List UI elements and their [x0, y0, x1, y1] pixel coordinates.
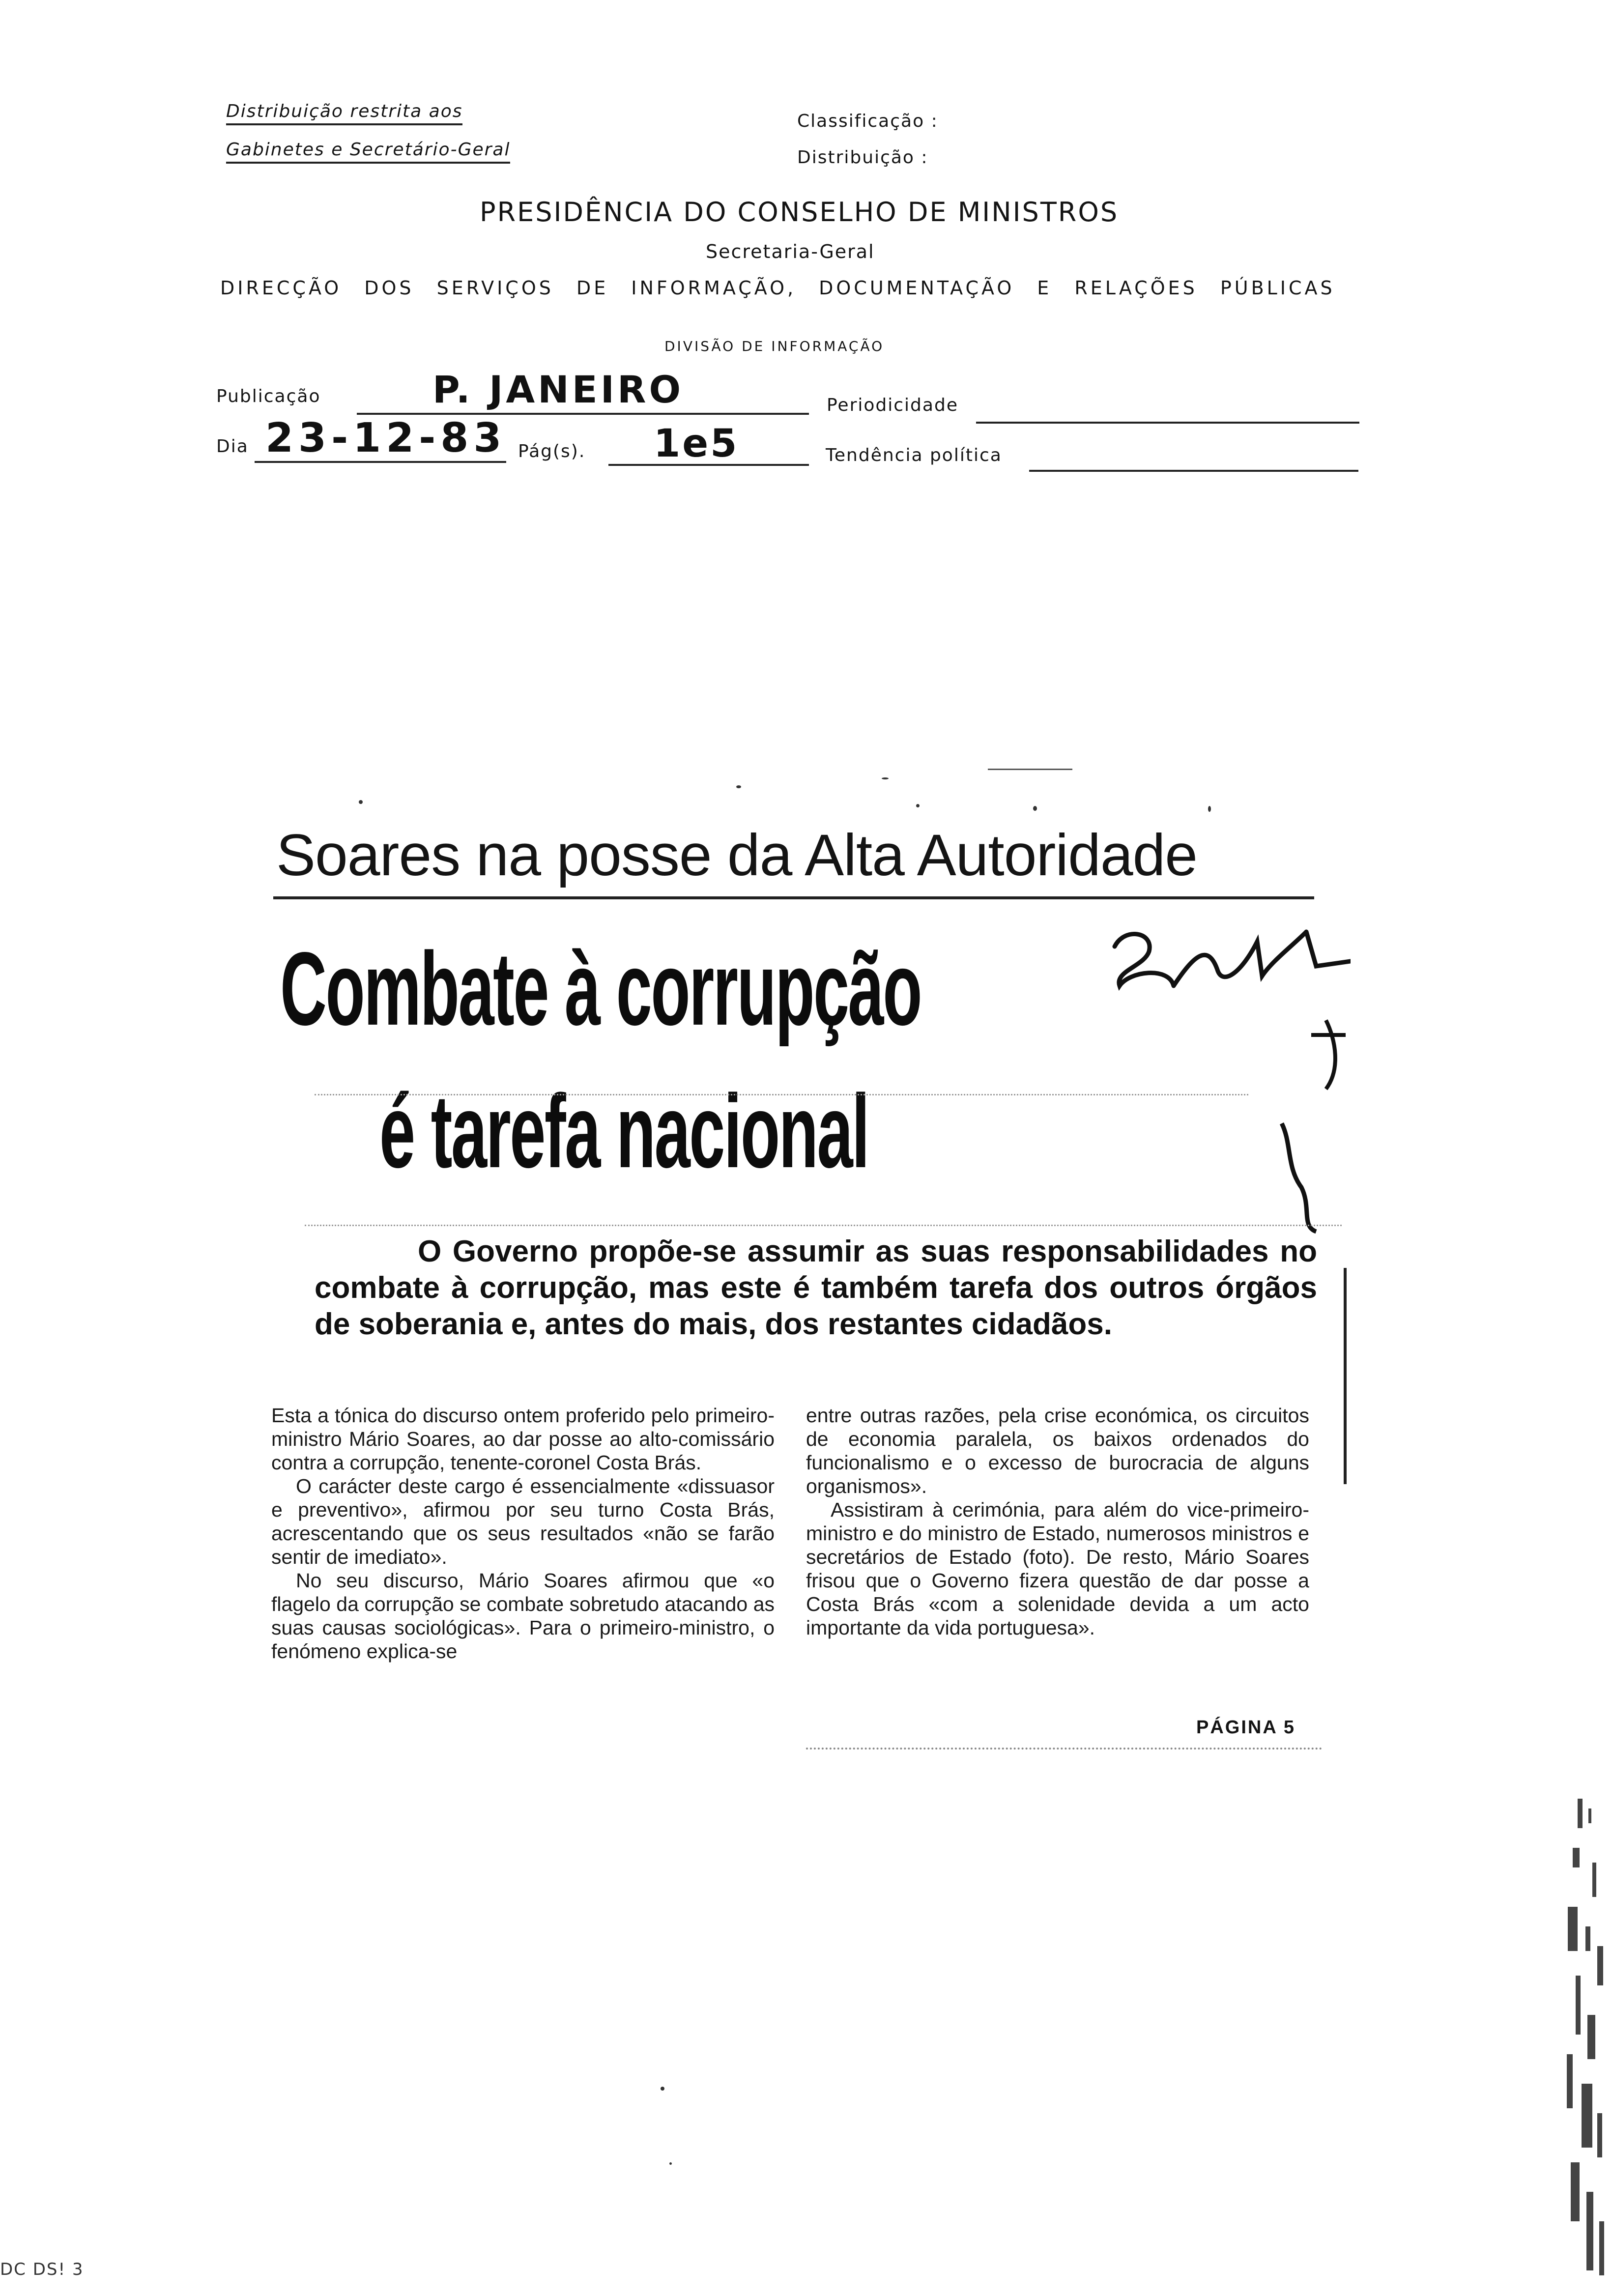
col1-paragraph: Esta a tónica do discurso ontem proferido pelo primeiro-ministro Mário Soares, ao dar posse ao alto-comissário contra a corrupção, tenente-coronel Costa Brás. [271, 1404, 775, 1474]
scan-speck [1033, 806, 1037, 811]
headline-line-1: Combate à corrupção [280, 930, 921, 1047]
footer-code: DC DS! 3 [0, 2260, 84, 2279]
scan-edge-noise [1558, 1789, 1609, 2285]
handwritten-annotation [1095, 912, 1351, 1236]
scan-speck [669, 2162, 672, 2165]
direccao-line: DIRECÇÃO DOS SERVIÇOS DE INFORMAÇÃO, DOCUMENTAÇÃO E RELAÇÕES PÚBLICAS [220, 277, 1335, 299]
col1-paragraph: No seu discurso, Mário Soares afirmou que «o flagelo da corrupção se combate sobretudo atacando as suas causas sociológicas». Para o primeiro-ministro, o fenómeno explica-se [271, 1569, 775, 1663]
distribution-line-2: Gabinetes e Secretário-Geral [226, 140, 510, 164]
col1-paragraph: O carácter deste cargo é essencialmente «dissuasor e preventivo», afirmou por seu turno Costa Brás, acrescentando que os seus resultados «não se farão sentir de imediato». [271, 1475, 775, 1568]
column-edge-rule [1344, 1268, 1347, 1484]
paginas-handwritten: 1e5 [654, 422, 739, 466]
classificacao-label: Classificação : [797, 111, 938, 131]
scan-speck [736, 785, 741, 788]
headline-line-2: é tarefa nacional [379, 1073, 869, 1189]
periodicidade-rule [976, 422, 1359, 424]
article-column-2 [806, 1404, 1309, 1639]
divisao-line: DIVISÃO DE INFORMAÇÃO [664, 338, 885, 354]
scan-streak [988, 769, 1072, 770]
distribuicao-label: Distribuição : [797, 147, 928, 168]
scan-speck [359, 800, 363, 804]
paginas-label: Pág(s). [518, 441, 586, 461]
periodicidade-label: Periodicidade [827, 395, 958, 415]
article-lead: O Governo propõe-se assumir as suas responsabilidades no combate à corrupção, mas este é também tarefa dos outros órgãos de soberania e, antes do mais, dos restantes cidadãos. [315, 1234, 1317, 1341]
col2-paragraph: entre outras razões, pela crise económica, os circuitos de economia paralela, os baixos ordenados do funcionalismo e o excesso de burocracia de alguns organismos». [806, 1404, 1309, 1497]
publicacao-handwritten: P. JANEIRO [432, 368, 684, 411]
scan-speck [916, 804, 920, 807]
article-kicker: Soares na posse da Alta Autoridade [276, 822, 1198, 888]
scan-streak [315, 1094, 1248, 1095]
scan-streak [806, 1748, 1322, 1750]
distribution-line-1: Distribuição restrita aos [226, 101, 462, 125]
institution-title: PRESIDÊNCIA DO CONSELHO DE MINISTROS [480, 197, 1119, 228]
scan-streak [305, 1225, 1342, 1226]
tendencia-label: Tendência política [826, 445, 1002, 465]
continuation-marker: PÁGINA 5 [1196, 1717, 1296, 1738]
scan-speck [661, 2087, 664, 2091]
publicacao-label: Publicação [216, 386, 321, 406]
tendencia-rule [1029, 470, 1358, 472]
article-column-1 [271, 1404, 775, 1663]
col2-paragraph: Assistiram à cerimónia, para além do vice-primeiro-ministro e do ministro de Estado, numerosos ministros e secretários de Estado (foto). De resto, Mário Soares frisou que o Governo fizera questão de dar posse a Costa Brás «com a solenidade devida a um acto importante da vida portuguesa». [806, 1498, 1309, 1639]
scan-speck [1208, 806, 1211, 812]
scan-speck [882, 777, 889, 779]
secretaria-geral: Secretaria-Geral [706, 241, 875, 262]
dia-label: Dia [216, 436, 249, 457]
dia-handwritten: 23-12-83 [265, 415, 507, 461]
kicker-rule [273, 896, 1314, 899]
